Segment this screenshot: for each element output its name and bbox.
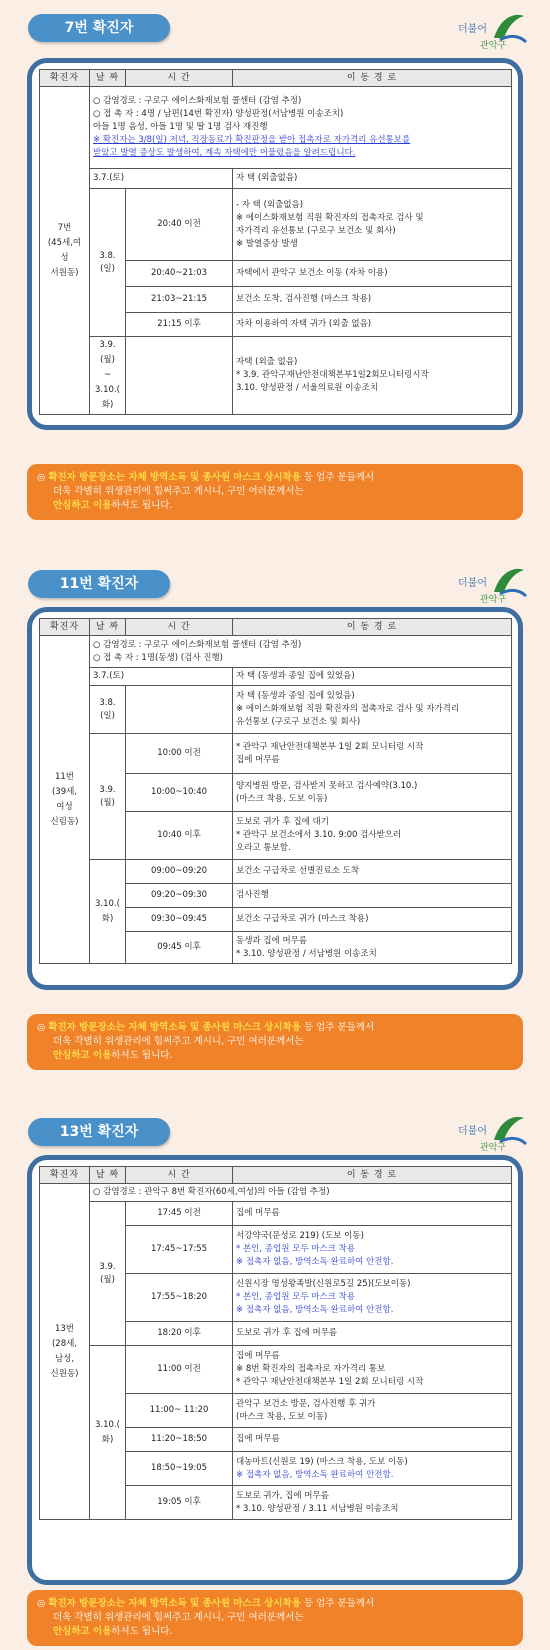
section-title: 11번 확진자 [28, 570, 170, 598]
section-title: 7번 확진자 [28, 14, 170, 42]
table-cell-text: 더욱 각별히 위생관리에 힘써주고 계시니, 구민 여러분께서는 [53, 1036, 304, 1047]
header-date: 날 짜 [90, 70, 126, 87]
table-cell-text: 3.9.(월) [99, 340, 116, 365]
table-cell-text: 20:40~21:03 [126, 261, 233, 287]
table-cell-text: 여성 [56, 801, 73, 812]
table-cell-text: 남성, [54, 1353, 75, 1364]
table-cell-text: * 관악구 재난안전대책본부 1일 2회 모니터링 시작 [236, 741, 424, 752]
table-cell-text: 동생과 집에 머무름 [236, 935, 308, 946]
table-cell-text: 11:20~18:50 [126, 1428, 233, 1452]
table-cell [233, 189, 512, 261]
gwanak-logo-icon [456, 562, 530, 606]
table-cell-text: ※ 8번 확진자의 접촉자로 자가격리 통보 [236, 1364, 386, 1374]
gwanak-logo-icon [456, 8, 530, 52]
notice-banner [27, 464, 523, 520]
table-cell [233, 932, 512, 964]
table-cell [233, 812, 512, 860]
table-cell-text: 3.8.(일) [90, 686, 126, 734]
info-cell [90, 636, 512, 668]
info-cell: ○ 감염경로 : 관악구 8번 확진자(60세,여성)의 아들 (감염 추정) [90, 1184, 512, 1202]
table-cell-text: 확진자 [40, 1167, 90, 1184]
table-cell-text: ※ 접촉자 없음, 방역소독 완료하여 안전함. [236, 1305, 394, 1315]
notice-text: ※ 확진자는 3/8(일) 저녁, 직장동료가 확진판정을 받아 접촉자로 자가격리 유선통보를 [93, 135, 411, 145]
table-cell-text: 아들 1명 음성, 아들 1명 및 딸 1명 검사 재진행 [93, 122, 268, 132]
table-cell-text: * 3.10. 양성판정 / 3.11 서남병원 이송조치 [236, 1503, 399, 1514]
table-cell [233, 734, 512, 774]
table-header-row [40, 619, 512, 636]
table-cell-text: 날 짜 [90, 619, 126, 636]
table-cell-text: 09:45 이후 [126, 932, 233, 964]
table-cell-text: 보건소 도착, 검사진행 (마스크 착용) [233, 287, 512, 313]
table-cell-text: 이 동 경 로 [233, 619, 512, 636]
table-row [40, 636, 512, 668]
table-cell-text: ~ [103, 370, 112, 380]
table-row [40, 169, 512, 189]
table-cell-text: * 3.10. 양성판정 / 서남병원 이송조치 [236, 948, 377, 959]
table-cell-text: 신림동) [50, 816, 79, 827]
table-cell-text: ◎ [37, 1598, 49, 1609]
header-route: 이 동 경 로 [233, 70, 512, 87]
table-cell-text: 더욱 각별히 위생관리에 힘써주고 계시니, 구민 여러분께서는 [53, 1612, 304, 1623]
table-cell-text: 확진자 [40, 619, 90, 636]
table-cell-text: 자차 이용하여 자택 귀가 (외출 없음) [233, 313, 512, 337]
date-cell [90, 860, 126, 964]
table-cell-text: 집에 머무름 [236, 754, 280, 765]
table-cell-text: ○ 접 촉 자 : 4명 / 남편(14번 확진자) 양성판정(서남병원 이송조치) [93, 109, 344, 119]
table-cell-text: 10:00~10:40 [126, 774, 233, 812]
table-cell-text: 시 간 [126, 619, 233, 636]
logo-text: 관악구 [480, 595, 507, 605]
table-cell-text: * 관악구 재난안전대책본부 1일 2회 모니터링 시작 [236, 1377, 424, 1387]
table-cell-text: 등 업주 분들께서 [300, 1022, 375, 1033]
table-cell-text: 자택 (외출 없음) [236, 357, 298, 367]
table-row [40, 1346, 512, 1394]
table-cell [126, 337, 233, 415]
table-cell-text: 17:45 이전 [126, 1202, 233, 1226]
table-cell-text: 10:00 이전 [126, 734, 233, 774]
table-cell-text: - 자 택 (외출없음) [236, 199, 304, 210]
table-cell-text: 21:03~21:15 [126, 287, 233, 313]
route-table-frame [27, 1155, 523, 1585]
table-cell-text: 화) [101, 400, 114, 410]
logo-text: 관악구 [480, 41, 507, 51]
table-cell-text: 안심하고 이용 [53, 500, 112, 511]
table-cell [233, 686, 512, 734]
table-cell-text: 18:50~19:05 [126, 1452, 233, 1486]
table-cell-text: ※ 에이스화재보험 직원 확진자의 접촉자로 검사 및 자가격리 [236, 704, 460, 714]
table-cell-text: 3.10.( [95, 898, 120, 909]
table-cell-text: 하셔도 됩니다. [111, 1626, 173, 1637]
table-cell-text: * 본인, 종업원 모두 마스크 착용 [236, 1244, 355, 1254]
table-cell-text: 화) [101, 913, 114, 924]
route-table-frame [27, 58, 523, 430]
table-cell-text: ○ 접 촉 자 : 1명(동생) (검사 진행) [93, 652, 223, 663]
table-cell-text: 자가격리 유선통보 (구로구 보건소 및 회사) [236, 225, 396, 236]
table-cell-text: 3.7.(토) [90, 169, 233, 189]
table-cell-text: (마스크 착용, 도보 이동) [236, 1411, 328, 1422]
table-cell [233, 1452, 512, 1486]
table-cell-text: 3.10.( [95, 385, 120, 395]
notice-banner [27, 1590, 523, 1646]
table-cell-text: (마스크 착용, 도보 이동) [236, 793, 328, 804]
table-header-row [40, 70, 512, 87]
table-cell-text: 더욱 각별히 위생관리에 힘써주고 계시니, 구민 여러분께서는 [53, 486, 304, 497]
table-cell-text: 09:00~09:20 [126, 860, 233, 884]
route-table-frame [27, 607, 523, 990]
table-cell-text: 확진자 방문장소는 자체 방역소독 및 종사원 마스크 상시착용 [48, 1022, 301, 1033]
route-table [39, 618, 512, 964]
table-cell [233, 1274, 512, 1322]
table-cell-text: 오라고 통보함. [236, 843, 291, 853]
table-cell-text: * 3.9. 관악구재난안전대책본부1일2회모니터링시작 [236, 370, 429, 380]
table-cell-text: (28세, [51, 1338, 78, 1349]
table-cell-text: 7번 [57, 222, 72, 233]
table-cell-text: 유선통보 (구로구 보건소 및 회사) [236, 717, 361, 727]
logo-text: 관악구 [480, 1143, 507, 1153]
table-cell-text: 21:15 이후 [126, 313, 233, 337]
table-cell-text: 도보로 귀가, 집에 머무름 [236, 1490, 329, 1501]
table-cell-text: 17:55~18:20 [126, 1274, 233, 1322]
table-cell-text: 11:00~ 11:20 [126, 1394, 233, 1428]
table-row [40, 734, 512, 774]
table-cell-text: 안심하고 이용 [53, 1626, 112, 1637]
table-cell-text: ※ 접촉자 없음, 방역소독 완료하여 안전함. [236, 1469, 394, 1480]
table-cell-text: 자택에서 관악구 보건소 이동 (자차 이용) [233, 261, 512, 287]
table-cell-text: 양지병원 방문, 검사받지 못하고 검사예약(3.10.) [236, 780, 418, 791]
table-cell-text: 확진자 방문장소는 자체 방역소독 및 종사원 마스크 상시착용 [48, 1598, 301, 1609]
patient-cell [40, 636, 90, 964]
patient-cell [40, 1184, 90, 1520]
table-cell-text: 3.8.(일) [90, 189, 126, 337]
table-cell-text: 3.7.(토) [90, 668, 233, 686]
table-cell-text: 도보로 귀가 후 집에 대기 [236, 817, 329, 827]
table-cell-text: 자 택 (동생과 종일 집에 있었음) [236, 691, 355, 701]
table-cell-text: 3.9.(월) [90, 734, 126, 860]
table-cell-text: 서원동) [50, 267, 79, 278]
table-cell-text: (45세,여 [47, 237, 82, 248]
table-cell-text: 18:20 이후 [126, 1322, 233, 1346]
gwanak-logo-icon [456, 1110, 530, 1154]
table-cell-text: 하셔도 됩니다. [111, 1050, 173, 1061]
table-cell-text: 안심하고 이용 [53, 1050, 112, 1061]
table-header-row [40, 1167, 512, 1184]
table-cell-text: 등 업주 분들께서 [300, 1598, 375, 1609]
table-cell-text: 화) [101, 1434, 114, 1445]
notice-banner [27, 1014, 523, 1070]
notice-text: 받았고 발열 증상도 발생하여, 계속 자택에만 머물렀음을 알려드립니다. [93, 148, 356, 158]
table-row [40, 1184, 512, 1202]
table-cell-text: 등 업주 분들께서 [300, 472, 375, 483]
table-cell-text: 보건소 구급차로 선별진료소 도착 [233, 860, 512, 884]
table-cell-text: 집에 머무름 [233, 1428, 512, 1452]
table-cell-text: 도보로 귀가 후 집에 머무름 [233, 1322, 512, 1346]
table-cell-text: 17:45~17:55 [126, 1226, 233, 1274]
table-cell [233, 1226, 512, 1274]
logo-text: 더불어 [458, 1126, 487, 1137]
table-cell-text: 자 택 (외출없음) [233, 169, 512, 189]
table-cell-text: 19:05 이후 [126, 1486, 233, 1520]
table-cell-text: 3.10. 양성판정 / 서울의료원 이송조치 [236, 383, 379, 393]
table-cell-text: ○ 감염경로 : 구로구 에이스화재보험 콜센터 (감염 추정) [93, 96, 302, 106]
header-patient: 확진자 [40, 70, 90, 87]
table-cell-text: 대농마트(신원로 19) (마스크 착용, 도보 이동) [236, 1456, 408, 1467]
table-cell-text: 3.9.(월) [90, 1202, 126, 1346]
table-cell-text: 집에 머무름 [233, 1202, 512, 1226]
table-cell-text: 신원시장 명성왕족발(신원로5길 25)(도보이동) [236, 1279, 411, 1289]
patient-cell [40, 87, 90, 415]
table-cell [233, 337, 512, 415]
table-cell-text: 이 동 경 로 [233, 1167, 512, 1184]
logo-text: 더불어 [458, 24, 487, 35]
table-cell-text: 관악구 보건소 방문, 검사진행 후 귀가 [236, 1398, 376, 1409]
section-title: 13번 확진자 [28, 1118, 170, 1146]
route-table [39, 1166, 512, 1520]
table-cell-text: 집에 머무름 [236, 1351, 280, 1361]
table-cell-text: 11번 [54, 771, 75, 782]
table-cell-text: 날 짜 [90, 1167, 126, 1184]
table-cell-text: ※ 접촉자 없음, 방역소독 완료하여 안전함. [236, 1257, 394, 1267]
date-cell [90, 1346, 126, 1520]
table-cell-text: * 관악구 보건소에서 3.10. 9:00 검사받으러 [236, 830, 402, 840]
route-table [39, 69, 512, 415]
table-cell-text: 검사진행 [233, 884, 512, 908]
table-cell-text: 확진자 방문장소는 자체 방역소독 및 종사원 마스크 상시착용 [48, 472, 301, 483]
table-cell-text: 10:40 이후 [126, 812, 233, 860]
logo-text: 더불어 [458, 578, 487, 589]
info-cell [90, 87, 512, 169]
table-cell-text: 13번 [54, 1323, 75, 1334]
table-cell-text: 서강약국(문성로 219) (도보 이동) [236, 1231, 364, 1241]
table-cell-text: * 본인, 종업원 모두 마스크 착용 [236, 1292, 355, 1302]
date-cell [90, 337, 126, 415]
table-cell-text: 하셔도 됩니다. [111, 500, 173, 511]
table-cell-text: 자 택 (동생과 종일 집에 있었음) [233, 668, 512, 686]
table-cell [126, 686, 233, 734]
table-cell-text: 신원동) [50, 1368, 79, 1379]
table-cell-text: 3.10.( [95, 1419, 120, 1430]
table-cell-text: 보건소 구급차로 귀가 (마스크 착용) [233, 908, 512, 932]
table-cell-text: ○ 감염경로 : 구로구 에이스화재보험 콜센터 (감염 추정) [93, 639, 302, 650]
header-time: 시 간 [126, 70, 233, 87]
table-row [40, 337, 512, 415]
table-cell-text: ◎ [37, 1022, 49, 1033]
table-cell-text: 09:20~09:30 [126, 884, 233, 908]
table-cell-text: 11:00 이전 [126, 1346, 233, 1394]
table-cell [233, 774, 512, 812]
table-cell-text: (39세, [51, 786, 78, 797]
table-row [40, 87, 512, 169]
table-row [40, 189, 512, 261]
table-cell-text: 20:40 이전 [126, 189, 233, 261]
table-cell [233, 1346, 512, 1394]
table-cell-text: 성 [60, 252, 69, 263]
table-cell [233, 1486, 512, 1520]
table-row [40, 1202, 512, 1226]
table-cell-text: 시 간 [126, 1167, 233, 1184]
table-cell-text: ※ 에이스화재보험 직원 확진자의 접촉자로 검사 및 [236, 212, 424, 223]
table-row [40, 860, 512, 884]
table-cell-text: ◎ [37, 472, 49, 483]
table-cell [233, 1394, 512, 1428]
table-row [40, 686, 512, 734]
table-cell-text: ※ 발열증상 발생 [236, 238, 298, 249]
table-cell-text: 09:30~09:45 [126, 908, 233, 932]
table-row [40, 668, 512, 686]
